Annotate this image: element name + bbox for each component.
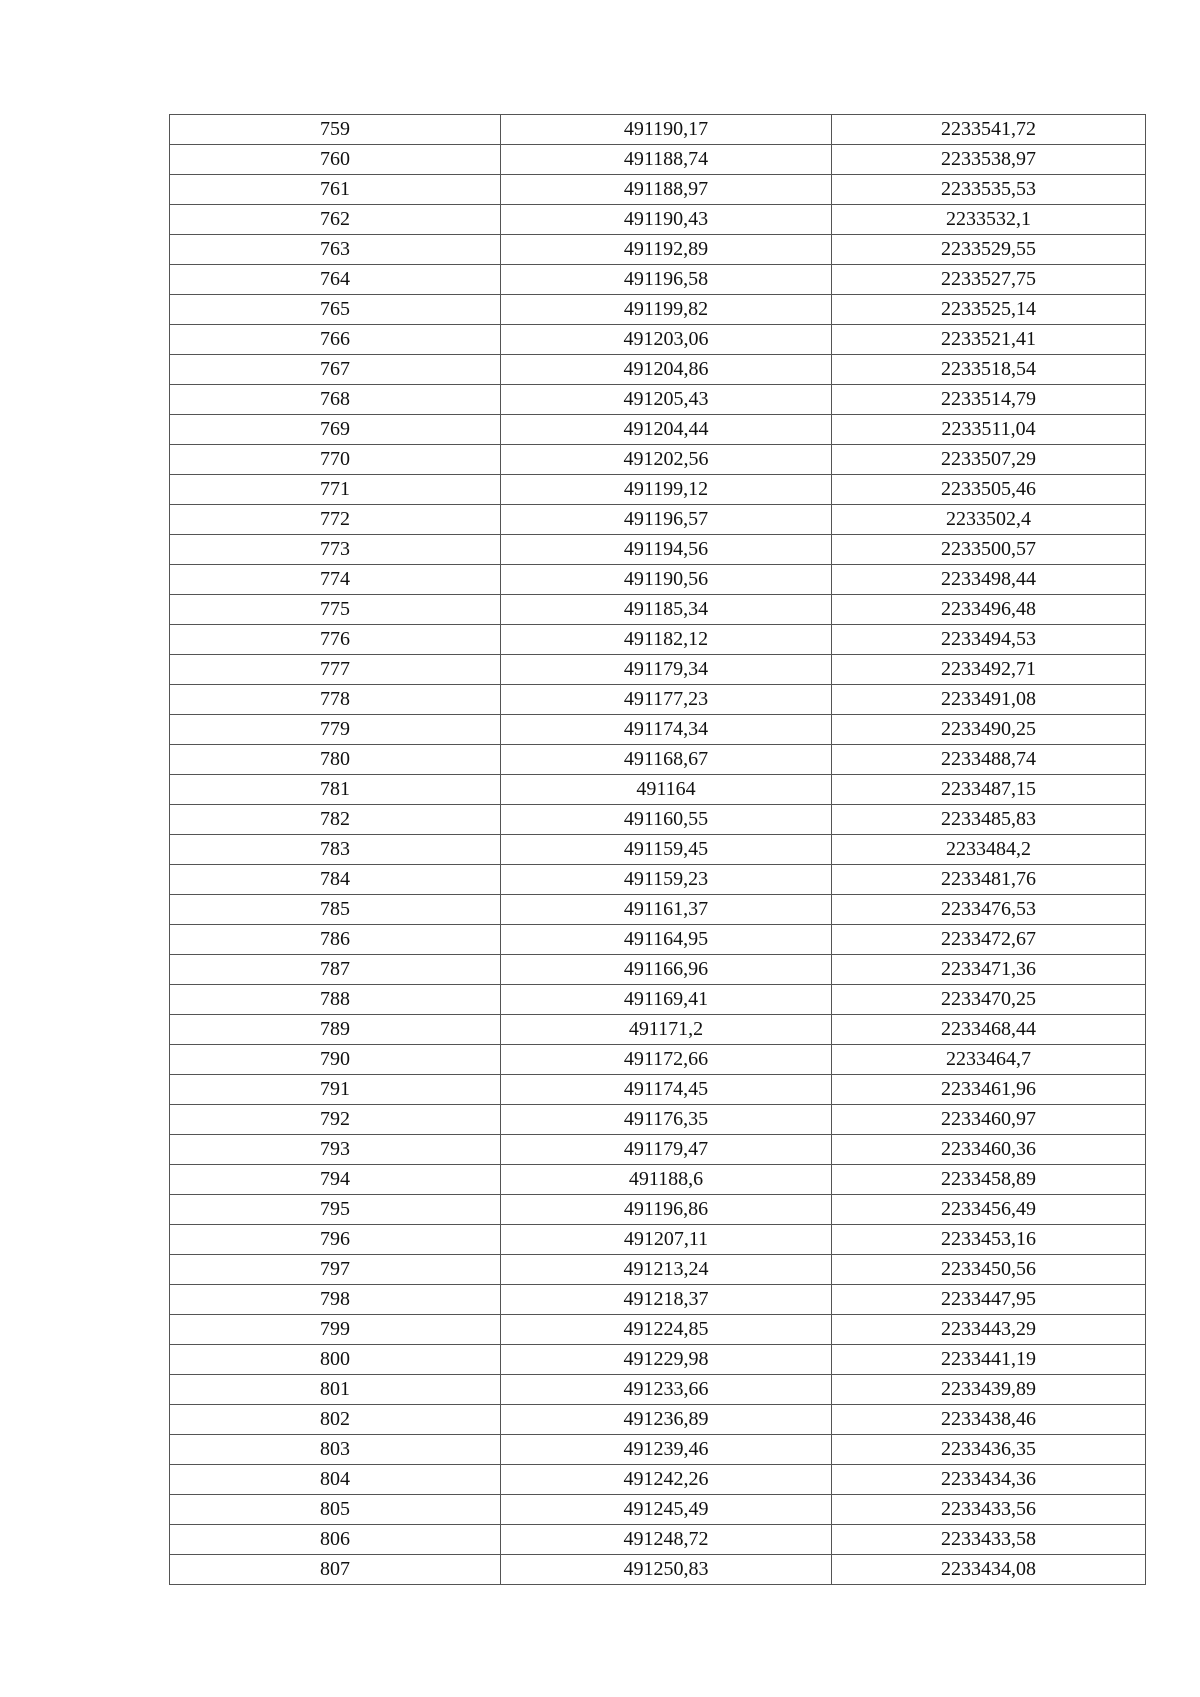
point-number-cell: 781 xyxy=(170,775,501,805)
x-coordinate-cell: 491229,98 xyxy=(501,1345,832,1375)
table-row xyxy=(170,1405,1146,1435)
x-coordinate-cell: 491171,2 xyxy=(501,1015,832,1045)
x-coordinate-cell: 491204,44 xyxy=(501,415,832,445)
point-number-cell: 800 xyxy=(170,1345,501,1375)
y-coordinate-cell: 2233434,36 xyxy=(832,1465,1146,1495)
x-coordinate-cell: 491166,96 xyxy=(501,955,832,985)
y-coordinate-cell: 2233490,25 xyxy=(832,715,1146,745)
point-number-cell: 801 xyxy=(170,1375,501,1405)
table-row xyxy=(170,685,1146,715)
y-coordinate-cell: 2233443,29 xyxy=(832,1315,1146,1345)
point-number-cell: 802 xyxy=(170,1405,501,1435)
y-coordinate-cell: 2233487,15 xyxy=(832,775,1146,805)
table-row xyxy=(170,145,1146,175)
point-number-cell: 763 xyxy=(170,235,501,265)
point-number-cell: 765 xyxy=(170,295,501,325)
y-coordinate-cell: 2233492,71 xyxy=(832,655,1146,685)
table-row xyxy=(170,115,1146,145)
table-row xyxy=(170,1495,1146,1525)
x-coordinate-cell: 491160,55 xyxy=(501,805,832,835)
table-row xyxy=(170,715,1146,745)
point-number-cell: 806 xyxy=(170,1525,501,1555)
table-row xyxy=(170,445,1146,475)
y-coordinate-cell: 2233488,74 xyxy=(832,745,1146,775)
table-row xyxy=(170,1255,1146,1285)
coordinate-table xyxy=(169,114,1146,1585)
x-coordinate-cell: 491159,23 xyxy=(501,865,832,895)
point-number-cell: 774 xyxy=(170,565,501,595)
x-coordinate-cell: 491190,43 xyxy=(501,205,832,235)
point-number-cell: 772 xyxy=(170,505,501,535)
table-row xyxy=(170,1345,1146,1375)
table-row xyxy=(170,1285,1146,1315)
y-coordinate-cell: 2233436,35 xyxy=(832,1435,1146,1465)
point-number-cell: 803 xyxy=(170,1435,501,1465)
x-coordinate-cell: 491236,89 xyxy=(501,1405,832,1435)
x-coordinate-cell: 491188,6 xyxy=(501,1165,832,1195)
y-coordinate-cell: 2233527,75 xyxy=(832,265,1146,295)
table-row xyxy=(170,415,1146,445)
y-coordinate-cell: 2233494,53 xyxy=(832,625,1146,655)
x-coordinate-cell: 491194,56 xyxy=(501,535,832,565)
x-coordinate-cell: 491179,34 xyxy=(501,655,832,685)
point-number-cell: 790 xyxy=(170,1045,501,1075)
point-number-cell: 764 xyxy=(170,265,501,295)
y-coordinate-cell: 2233529,55 xyxy=(832,235,1146,265)
x-coordinate-cell: 491245,49 xyxy=(501,1495,832,1525)
x-coordinate-cell: 491179,47 xyxy=(501,1135,832,1165)
y-coordinate-cell: 2233472,67 xyxy=(832,925,1146,955)
point-number-cell: 789 xyxy=(170,1015,501,1045)
point-number-cell: 762 xyxy=(170,205,501,235)
table-row xyxy=(170,385,1146,415)
point-number-cell: 797 xyxy=(170,1255,501,1285)
x-coordinate-cell: 491199,12 xyxy=(501,475,832,505)
point-number-cell: 766 xyxy=(170,325,501,355)
point-number-cell: 798 xyxy=(170,1285,501,1315)
table-row xyxy=(170,1225,1146,1255)
y-coordinate-cell: 2233433,58 xyxy=(832,1525,1146,1555)
y-coordinate-cell: 2233461,96 xyxy=(832,1075,1146,1105)
table-row xyxy=(170,1075,1146,1105)
table-row xyxy=(170,355,1146,385)
table-row xyxy=(170,625,1146,655)
table-row xyxy=(170,1105,1146,1135)
y-coordinate-cell: 2233470,25 xyxy=(832,985,1146,1015)
point-number-cell: 785 xyxy=(170,895,501,925)
x-coordinate-cell: 491204,86 xyxy=(501,355,832,385)
y-coordinate-cell: 2233468,44 xyxy=(832,1015,1146,1045)
table-row xyxy=(170,835,1146,865)
x-coordinate-cell: 491161,37 xyxy=(501,895,832,925)
y-coordinate-cell: 2233535,53 xyxy=(832,175,1146,205)
table-row xyxy=(170,985,1146,1015)
table-row xyxy=(170,655,1146,685)
point-number-cell: 792 xyxy=(170,1105,501,1135)
table-row xyxy=(170,205,1146,235)
point-number-cell: 773 xyxy=(170,535,501,565)
x-coordinate-cell: 491177,23 xyxy=(501,685,832,715)
table-row xyxy=(170,1015,1146,1045)
y-coordinate-cell: 2233460,36 xyxy=(832,1135,1146,1165)
point-number-cell: 779 xyxy=(170,715,501,745)
x-coordinate-cell: 491172,66 xyxy=(501,1045,832,1075)
point-number-cell: 796 xyxy=(170,1225,501,1255)
point-number-cell: 769 xyxy=(170,415,501,445)
point-number-cell: 786 xyxy=(170,925,501,955)
point-number-cell: 787 xyxy=(170,955,501,985)
x-coordinate-cell: 491242,26 xyxy=(501,1465,832,1495)
table-row xyxy=(170,535,1146,565)
y-coordinate-cell: 2233491,08 xyxy=(832,685,1146,715)
x-coordinate-cell: 491248,72 xyxy=(501,1525,832,1555)
x-coordinate-cell: 491239,46 xyxy=(501,1435,832,1465)
table-row xyxy=(170,1315,1146,1345)
x-coordinate-cell: 491207,11 xyxy=(501,1225,832,1255)
table-row xyxy=(170,775,1146,805)
y-coordinate-cell: 2233525,14 xyxy=(832,295,1146,325)
y-coordinate-cell: 2233458,89 xyxy=(832,1165,1146,1195)
x-coordinate-cell: 491202,56 xyxy=(501,445,832,475)
table-row xyxy=(170,325,1146,355)
x-coordinate-cell: 491196,86 xyxy=(501,1195,832,1225)
x-coordinate-cell: 491196,58 xyxy=(501,265,832,295)
table-row xyxy=(170,295,1146,325)
table-row xyxy=(170,865,1146,895)
y-coordinate-cell: 2233538,97 xyxy=(832,145,1146,175)
x-coordinate-cell: 491203,06 xyxy=(501,325,832,355)
y-coordinate-cell: 2233434,08 xyxy=(832,1555,1146,1585)
point-number-cell: 775 xyxy=(170,595,501,625)
y-coordinate-cell: 2233498,44 xyxy=(832,565,1146,595)
y-coordinate-cell: 2233505,46 xyxy=(832,475,1146,505)
point-number-cell: 780 xyxy=(170,745,501,775)
y-coordinate-cell: 2233502,4 xyxy=(832,505,1146,535)
y-coordinate-cell: 2233471,36 xyxy=(832,955,1146,985)
point-number-cell: 776 xyxy=(170,625,501,655)
y-coordinate-cell: 2233500,57 xyxy=(832,535,1146,565)
y-coordinate-cell: 2233456,49 xyxy=(832,1195,1146,1225)
y-coordinate-cell: 2233453,16 xyxy=(832,1225,1146,1255)
point-number-cell: 759 xyxy=(170,115,501,145)
table-row xyxy=(170,475,1146,505)
table-row xyxy=(170,1165,1146,1195)
x-coordinate-cell: 491213,24 xyxy=(501,1255,832,1285)
y-coordinate-cell: 2233507,29 xyxy=(832,445,1146,475)
x-coordinate-cell: 491190,17 xyxy=(501,115,832,145)
x-coordinate-cell: 491169,41 xyxy=(501,985,832,1015)
y-coordinate-cell: 2233514,79 xyxy=(832,385,1146,415)
x-coordinate-cell: 491192,89 xyxy=(501,235,832,265)
coordinate-table-body xyxy=(170,115,1146,1585)
table-row xyxy=(170,505,1146,535)
x-coordinate-cell: 491185,34 xyxy=(501,595,832,625)
table-row xyxy=(170,265,1146,295)
point-number-cell: 777 xyxy=(170,655,501,685)
x-coordinate-cell: 491159,45 xyxy=(501,835,832,865)
table-row xyxy=(170,1525,1146,1555)
y-coordinate-cell: 2233541,72 xyxy=(832,115,1146,145)
y-coordinate-cell: 2233476,53 xyxy=(832,895,1146,925)
x-coordinate-cell: 491164 xyxy=(501,775,832,805)
table-row xyxy=(170,1435,1146,1465)
point-number-cell: 805 xyxy=(170,1495,501,1525)
point-number-cell: 778 xyxy=(170,685,501,715)
x-coordinate-cell: 491233,66 xyxy=(501,1375,832,1405)
y-coordinate-cell: 2233518,54 xyxy=(832,355,1146,385)
point-number-cell: 782 xyxy=(170,805,501,835)
point-number-cell: 788 xyxy=(170,985,501,1015)
y-coordinate-cell: 2233464,7 xyxy=(832,1045,1146,1075)
point-number-cell: 771 xyxy=(170,475,501,505)
table-row xyxy=(170,1375,1146,1405)
point-number-cell: 761 xyxy=(170,175,501,205)
y-coordinate-cell: 2233485,83 xyxy=(832,805,1146,835)
table-row xyxy=(170,235,1146,265)
y-coordinate-cell: 2233441,19 xyxy=(832,1345,1146,1375)
point-number-cell: 768 xyxy=(170,385,501,415)
x-coordinate-cell: 491250,83 xyxy=(501,1555,832,1585)
table-row xyxy=(170,805,1146,835)
table-row xyxy=(170,1555,1146,1585)
x-coordinate-cell: 491176,35 xyxy=(501,1105,832,1135)
table-row xyxy=(170,595,1146,625)
y-coordinate-cell: 2233532,1 xyxy=(832,205,1146,235)
y-coordinate-cell: 2233450,56 xyxy=(832,1255,1146,1285)
table-row xyxy=(170,1195,1146,1225)
x-coordinate-cell: 491205,43 xyxy=(501,385,832,415)
x-coordinate-cell: 491218,37 xyxy=(501,1285,832,1315)
x-coordinate-cell: 491224,85 xyxy=(501,1315,832,1345)
table-row xyxy=(170,175,1146,205)
x-coordinate-cell: 491199,82 xyxy=(501,295,832,325)
point-number-cell: 807 xyxy=(170,1555,501,1585)
point-number-cell: 791 xyxy=(170,1075,501,1105)
table-row xyxy=(170,955,1146,985)
x-coordinate-cell: 491174,34 xyxy=(501,715,832,745)
point-number-cell: 767 xyxy=(170,355,501,385)
point-number-cell: 784 xyxy=(170,865,501,895)
y-coordinate-cell: 2233438,46 xyxy=(832,1405,1146,1435)
x-coordinate-cell: 491196,57 xyxy=(501,505,832,535)
point-number-cell: 804 xyxy=(170,1465,501,1495)
y-coordinate-cell: 2233521,41 xyxy=(832,325,1146,355)
y-coordinate-cell: 2233481,76 xyxy=(832,865,1146,895)
table-row xyxy=(170,745,1146,775)
point-number-cell: 770 xyxy=(170,445,501,475)
y-coordinate-cell: 2233433,56 xyxy=(832,1495,1146,1525)
x-coordinate-cell: 491168,67 xyxy=(501,745,832,775)
x-coordinate-cell: 491164,95 xyxy=(501,925,832,955)
x-coordinate-cell: 491174,45 xyxy=(501,1075,832,1105)
y-coordinate-cell: 2233447,95 xyxy=(832,1285,1146,1315)
table-row xyxy=(170,1045,1146,1075)
point-number-cell: 760 xyxy=(170,145,501,175)
x-coordinate-cell: 491190,56 xyxy=(501,565,832,595)
y-coordinate-cell: 2233496,48 xyxy=(832,595,1146,625)
y-coordinate-cell: 2233439,89 xyxy=(832,1375,1146,1405)
point-number-cell: 783 xyxy=(170,835,501,865)
x-coordinate-cell: 491188,97 xyxy=(501,175,832,205)
table-row xyxy=(170,565,1146,595)
y-coordinate-cell: 2233484,2 xyxy=(832,835,1146,865)
table-row xyxy=(170,895,1146,925)
point-number-cell: 794 xyxy=(170,1165,501,1195)
table-row xyxy=(170,1135,1146,1165)
y-coordinate-cell: 2233460,97 xyxy=(832,1105,1146,1135)
y-coordinate-cell: 2233511,04 xyxy=(832,415,1146,445)
point-number-cell: 793 xyxy=(170,1135,501,1165)
point-number-cell: 795 xyxy=(170,1195,501,1225)
point-number-cell: 799 xyxy=(170,1315,501,1345)
x-coordinate-cell: 491182,12 xyxy=(501,625,832,655)
table-row xyxy=(170,1465,1146,1495)
table-row xyxy=(170,925,1146,955)
x-coordinate-cell: 491188,74 xyxy=(501,145,832,175)
